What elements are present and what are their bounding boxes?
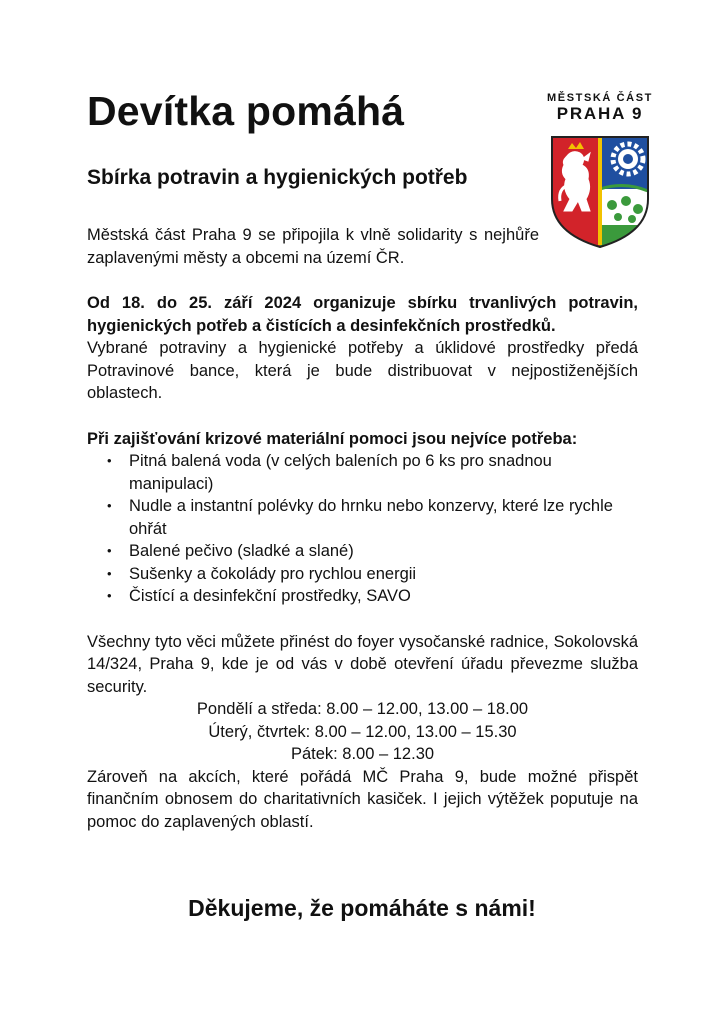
needs-list: [87, 450, 638, 608]
logo-line-1: MĚSTSKÁ ČÁST: [547, 92, 653, 104]
list-item: • Nudle a instantní polévky do hrnku nebo konzervy, které lze rychle ohřát: [129, 495, 638, 540]
list-item: • Čistící a desinfekční prostředky, SAVO: [129, 585, 638, 608]
needs-headline: Při zajišťování krizové materiální pomoci jsou nejvíce potřeba:: [87, 429, 578, 448]
flyer-body: [87, 224, 638, 833]
dropoff-text: Všechny tyto věci můžete přinést do foyer vysočanské radnice, Sokolovská 14/324, Praha 9, kde je od vás v době otevření úřadu převezme služba security.: [87, 632, 638, 696]
collection-headline: Od 18. do 25. září 2024 organizuje sbírku trvanlivých potravin, hygienických potřeb a čistících a desinfekčních prostředků.: [87, 294, 638, 335]
hours-line: Úterý, čtvrtek: 8.00 – 12.00, 13.00 – 15.30: [208, 722, 517, 741]
logo-line-2: PRAHA 9: [556, 104, 644, 123]
list-item: • Sušenky a čokolády pro rychlou energii: [129, 563, 638, 586]
collection-text: Vybrané potraviny a hygienické potřeby a úklidové prostředky předá Potravinové bance, která je bude distribuovat v nejpostiženějších oblastech.: [87, 339, 638, 402]
list-item: • Pitná balená voda (v celých baleních po 6 ks pro snadnou manipulaci): [129, 450, 638, 495]
hours-line: Pondělí a středa: 8.00 – 12.00, 13.00 – 18.00: [196, 700, 529, 718]
page-title: Devítka pomáhá: [87, 88, 405, 134]
list-item: • Balené pečivo (sladké a slané): [129, 540, 638, 563]
page-subtitle: Sbírka potravin a hygienických potřeb: [87, 166, 468, 189]
donation-text: Zároveň na akcích, které pořádá MČ Praha 9, bude možné přispět finančním obnosem do charitativních kasiček. I jejich výtěžek poputuje na pomoc do zaplavených oblastí.: [87, 767, 638, 831]
intro-paragraph: Městská část Praha 9 se připojila k vlně solidarity s nejhůře zaplavenými městy a obcemi na území ČR.: [87, 226, 539, 267]
hours-line: Pátek: 8.00 – 12.30: [290, 745, 435, 763]
thanks-line: Děkujeme, že pomáháte s námi!: [188, 895, 536, 921]
